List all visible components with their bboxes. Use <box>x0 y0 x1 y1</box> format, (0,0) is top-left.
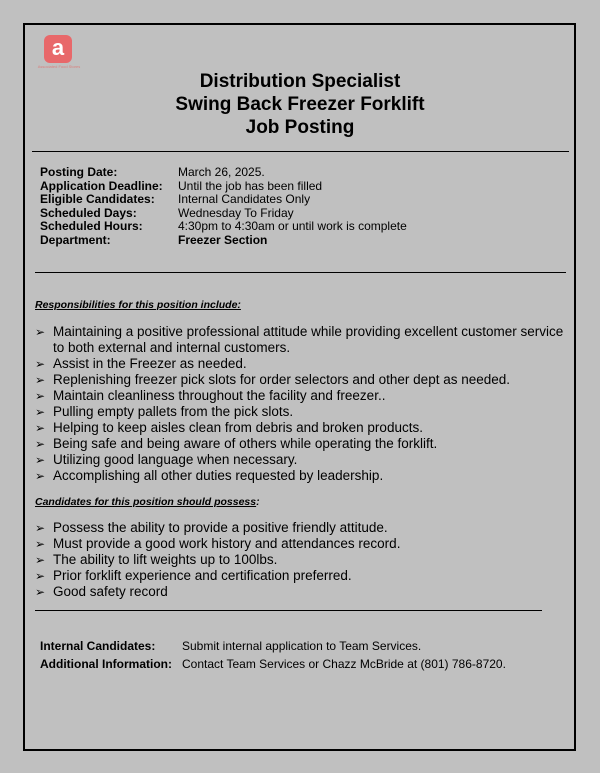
contact-value: Contact Team Services or Chazz McBride at (801) 786-8720. <box>182 657 506 671</box>
info-value: Freezer Section <box>178 232 268 247</box>
info-label: Eligible Candidates: <box>40 192 155 206</box>
candidates-list <box>35 520 575 600</box>
arrow-bullet-icon: ➢ <box>35 553 46 567</box>
arrow-bullet-icon: ➢ <box>35 421 46 435</box>
contact-info <box>40 637 506 673</box>
title-line-2: Swing Back Freezer Forklift <box>175 94 425 115</box>
arrow-bullet-icon: ➢ <box>35 453 46 467</box>
arrow-bullet-icon: ➢ <box>35 469 46 483</box>
list-item <box>35 404 575 420</box>
arrow-bullet-icon: ➢ <box>35 325 46 339</box>
posting-info <box>40 166 407 247</box>
list-item <box>35 536 575 552</box>
candidates-heading <box>35 496 260 508</box>
contact-value: Submit internal application to Team Services. <box>182 639 422 653</box>
list-item-text: Helping to keep aisles clean from debris and broken products. <box>53 420 423 435</box>
arrow-bullet-icon: ➢ <box>35 585 46 599</box>
responsibilities-heading: Responsibilities for this position include: <box>35 299 241 311</box>
list-item <box>35 468 575 484</box>
list-item-text: Maintain cleanliness throughout the facility and freezer.. <box>53 388 386 403</box>
list-item <box>35 388 575 404</box>
list-item-text: Maintaining a positive professional attitude while providing excellent customer service to both external and internal customers. <box>53 324 564 355</box>
list-item <box>35 436 575 452</box>
info-value: Internal Candidates Only <box>178 192 311 206</box>
info-value: March 26, 2025. <box>178 165 265 179</box>
info-value: Until the job has been filled <box>178 178 323 193</box>
info-label: Posting Date: <box>40 165 118 179</box>
title-line-3: Job Posting <box>245 117 355 138</box>
info-value: 4:30pm to 4:30am or until work is complete <box>178 219 407 233</box>
contact-row-internal <box>40 637 506 655</box>
responsibilities-list <box>35 324 575 484</box>
info-row-department <box>40 234 407 248</box>
list-item-text: Utilizing good language when necessary. <box>53 452 298 467</box>
page-title <box>0 70 600 139</box>
contact-label: Additional Information: <box>40 657 172 671</box>
info-row-eligible <box>40 193 407 207</box>
info-label: Scheduled Days: <box>40 205 137 220</box>
info-label: Scheduled Hours: <box>40 219 143 233</box>
info-value: Wednesday To Friday <box>178 205 294 220</box>
list-item <box>35 356 575 372</box>
list-item <box>35 372 575 388</box>
arrow-bullet-icon: ➢ <box>35 373 46 387</box>
divider <box>35 272 566 273</box>
divider <box>32 151 569 152</box>
list-item-text: Prior forklift experience and certification preferred. <box>53 568 352 583</box>
info-row-days <box>40 207 407 221</box>
info-row-hours <box>40 220 407 234</box>
list-item-text: Must provide a good work history and attendances record. <box>53 536 401 551</box>
list-item-text: Replenishing freezer pick slots for order selectors and other dept as needed. <box>53 372 511 387</box>
info-row-deadline <box>40 180 407 194</box>
contact-label: Internal Candidates: <box>40 639 156 653</box>
list-item <box>35 452 575 468</box>
arrow-bullet-icon: ➢ <box>35 521 46 535</box>
title-line-1: Distribution Specialist <box>199 71 401 92</box>
list-item-text: The ability to lift weights up to 100lbs. <box>53 552 278 567</box>
candidates-heading-colon: : <box>256 496 260 508</box>
list-item <box>35 584 575 600</box>
list-item-text: Accomplishing all other duties requested by leadership. <box>53 468 384 483</box>
arrow-bullet-icon: ➢ <box>35 357 46 371</box>
company-logo: a <box>44 35 72 63</box>
info-label: Application Deadline: <box>40 178 163 193</box>
arrow-bullet-icon: ➢ <box>35 405 46 419</box>
list-item <box>35 520 575 536</box>
divider <box>35 610 542 611</box>
list-item-text: Being safe and being aware of others while operating the forklift. <box>53 436 438 451</box>
arrow-bullet-icon: ➢ <box>35 569 46 583</box>
list-item-text: Pulling empty pallets from the pick slots. <box>53 404 294 419</box>
candidates-heading-text: Candidates for this position should possess <box>35 496 257 508</box>
list-item-text: Assist in the Freezer as needed. <box>53 356 247 371</box>
list-item <box>35 568 575 584</box>
logo-caption: Associated Food Stores <box>37 64 81 69</box>
list-item-text: Possess the ability to provide a positive friendly attitude. <box>53 520 388 535</box>
list-item <box>35 324 575 356</box>
list-item <box>35 552 575 568</box>
list-item <box>35 420 575 436</box>
info-label: Department: <box>40 232 111 247</box>
contact-row-additional <box>40 655 506 673</box>
list-item-text: Good safety record <box>53 584 168 599</box>
arrow-bullet-icon: ➢ <box>35 437 46 451</box>
arrow-bullet-icon: ➢ <box>35 389 46 403</box>
arrow-bullet-icon: ➢ <box>35 537 46 551</box>
info-row-posting-date <box>40 166 407 180</box>
